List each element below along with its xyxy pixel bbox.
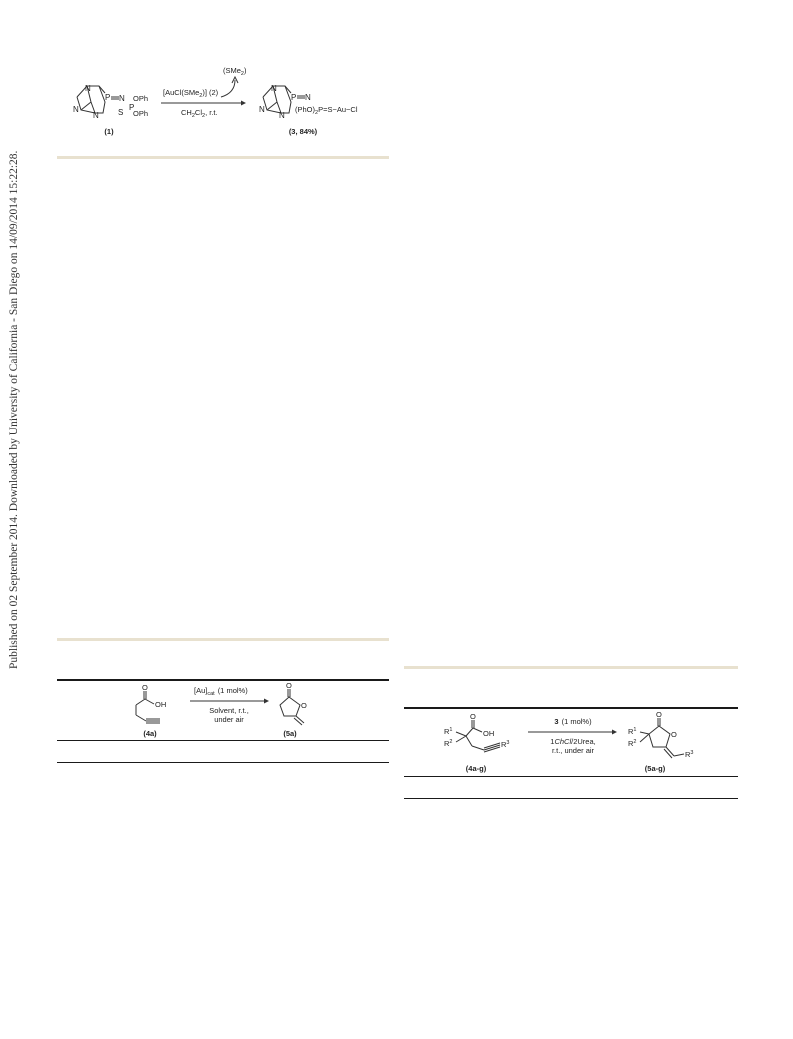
scheme1-bottom-rule	[57, 156, 389, 159]
svg-text:CH2Cl2, r.t.: $CH_2Cl_2$, r.t.	[181, 108, 218, 119]
product-label: (3, 84%)	[288, 127, 318, 136]
atom-o-ring-5a: O	[301, 701, 307, 710]
svg-text:(SMe2): (SMe$_2$)	[223, 66, 247, 77]
r1-5ag: $R^1$	[628, 727, 637, 736]
atom-n-bottom: N	[93, 111, 99, 120]
r2-4ag: $R^2$	[444, 739, 453, 748]
atom-n-left-3: N	[259, 105, 265, 114]
svg-text:1ChCl/2Urea,: 1ChCl/2Urea,	[550, 737, 596, 746]
r2-5ag: $R^2$	[628, 739, 637, 748]
cage-ligand-structure-3	[263, 86, 291, 113]
label-4a: (4a)	[143, 729, 157, 738]
atom-p-thio: P	[129, 103, 135, 112]
table1-bottom-rule	[57, 762, 389, 763]
conditions-label	[181, 108, 218, 119]
scheme2-figure	[130, 681, 330, 739]
solvent-label	[550, 737, 595, 746]
oph-2: OPh	[133, 109, 149, 118]
r3-4ag: $R^3$	[501, 740, 510, 749]
reagent-label	[163, 88, 219, 99]
svg-text:(PhO)2P=S−Au−Cl: $(PhO)_2P=S-Au-Cl$	[295, 105, 358, 116]
svg-text:3(1 mol%): 3 (1 mol%)	[554, 717, 592, 726]
label-5a: (5a)	[283, 729, 297, 738]
table2-header-rule	[404, 707, 738, 709]
scheme3-figure	[440, 712, 720, 776]
cage-ligand-structure-1	[77, 86, 105, 113]
atom-n-imine-3: N	[305, 93, 311, 102]
scheme1-figure	[55, 55, 390, 150]
svg-text:[Au]cat(1 mol%): $[Au]_{cat}$ (1 mol%)	[194, 686, 248, 697]
table2-mid-rule	[404, 776, 738, 777]
atom-oh-4ag: OH	[483, 729, 495, 738]
product-phosphoryl	[295, 105, 358, 116]
conditions-2b: under air	[214, 715, 244, 724]
atom-n-left: N	[73, 105, 79, 114]
start-label: (1)	[104, 127, 114, 136]
table1-mid-rule	[57, 740, 389, 741]
byproduct-label	[223, 66, 247, 77]
atom-oh-4a: OH	[155, 700, 167, 709]
atom-n-bottom-3: N	[279, 111, 285, 120]
download-notice: Published on 02 September 2014. Downloaded by University of California - San Diego on 14/09/2014 15:22:28.	[8, 150, 20, 670]
atom-o-4a: O	[142, 683, 148, 692]
table2-bottom-rule	[404, 798, 738, 799]
atom-o-ring-5ag: O	[671, 730, 677, 739]
atom-n-imine: N	[119, 94, 125, 103]
svg-text:[AuCl(SMe2)] (2): [AuCl(SMe$_2$)] (2)	[163, 88, 219, 99]
r3-5ag: $R^3$	[685, 750, 694, 759]
catalyst-label	[194, 686, 248, 697]
conditions-3b: r.t., under air	[551, 746, 595, 755]
atom-p-cage: P	[105, 93, 111, 102]
label-5ag: (5a-g)	[644, 764, 666, 773]
r1-4ag: $R^1$	[444, 727, 453, 736]
label-4ag: (4a-g)	[465, 764, 487, 773]
atom-o-carbonyl-5ag: O	[656, 712, 662, 719]
atom-n-top: N	[85, 84, 91, 93]
conditions-2a: Solvent, r.t.,	[209, 706, 249, 715]
oph-1: OPh	[133, 94, 149, 103]
lactone-structure-5ag	[640, 718, 684, 758]
table1-top-rule	[57, 638, 389, 641]
atom-o-4ag: O	[470, 712, 476, 721]
table2-top-rule	[404, 666, 738, 669]
atom-s: S	[118, 108, 124, 117]
atom-n-top-3: N	[271, 84, 277, 93]
catalyst-3-label	[554, 717, 592, 726]
atom-p-cage-3: P	[291, 93, 297, 102]
atom-o-carbonyl-5a: O	[286, 681, 292, 690]
